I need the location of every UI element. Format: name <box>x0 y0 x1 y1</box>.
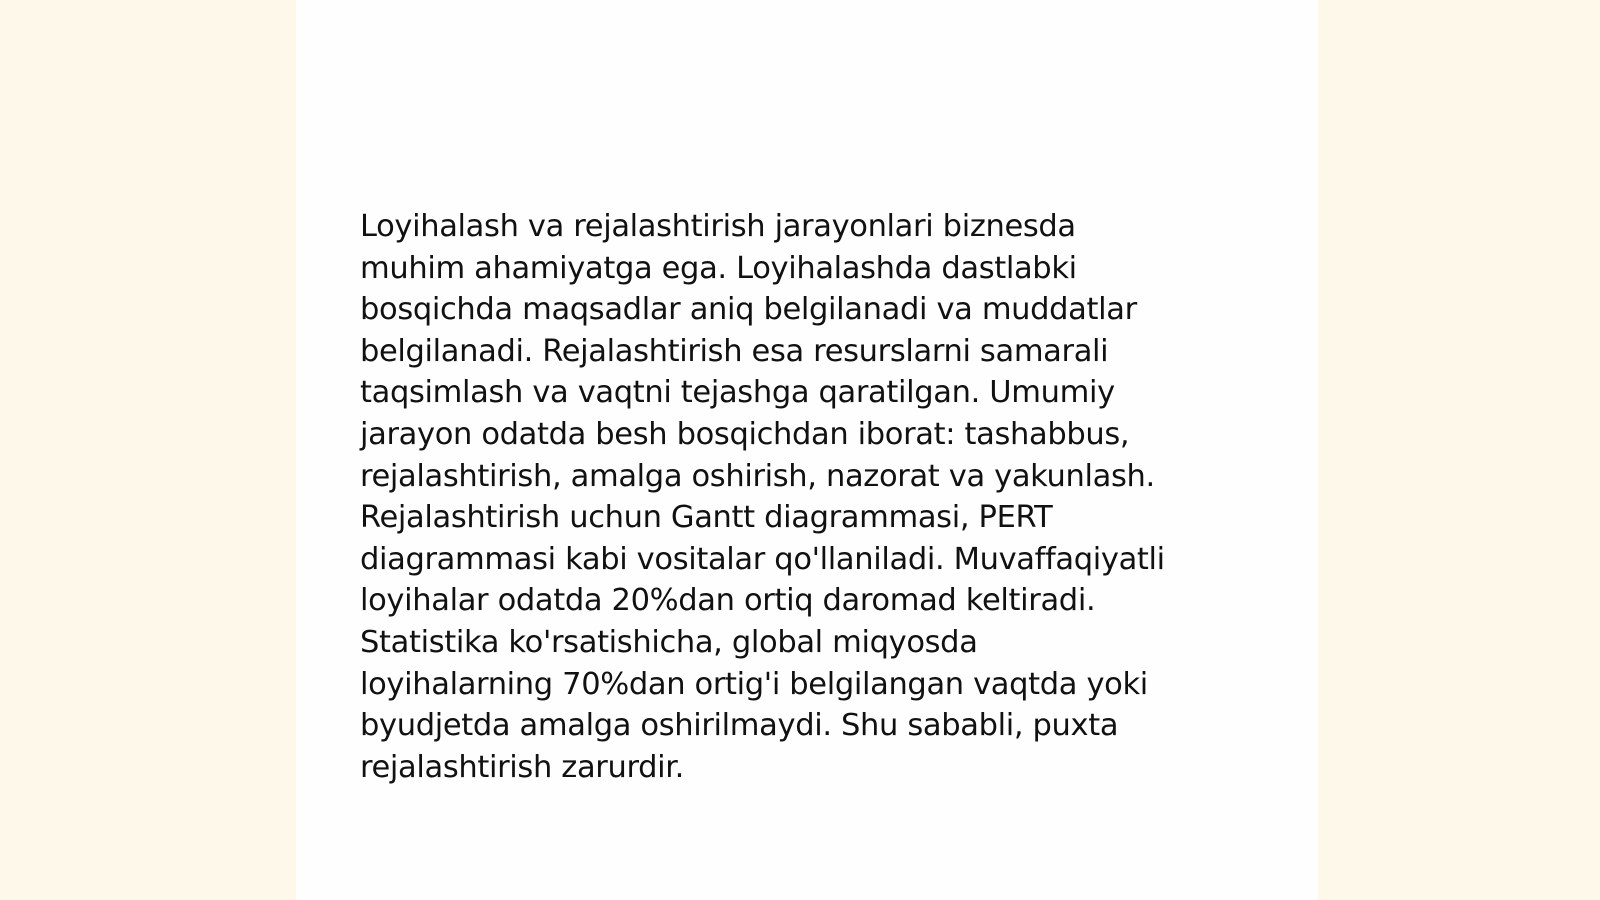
paragraph-line: rejalashtirish zarurdir. <box>360 749 684 785</box>
document-page <box>296 0 1318 900</box>
paragraph-line: taqsimlash va vaqtni tejashga qaratilgan. Umumiy <box>360 375 1115 411</box>
paragraph-line: Loyihalash va rejalashtirish jarayonlari biznesda <box>360 209 1076 244</box>
paragraph-line: belgilanadi. Rejalashtirish esa resurslarni samarali <box>360 333 1109 369</box>
paragraph-line: byudjetda amalga oshirilmaydi. Shu sababli, puxta <box>360 708 1119 744</box>
body-paragraph <box>360 206 1260 788</box>
paragraph-line: muhim ahamiyatga ega. Loyihalashda dastlabki <box>360 250 1077 286</box>
paragraph-line: jarayon odatda besh bosqichdan iborat: tashabbus, <box>360 416 1130 452</box>
paragraph-line: loyihalar odatda 20%dan ortiq daromad keltiradi. <box>360 583 1096 619</box>
paragraph-line: Rejalashtirish uchun Gantt diagrammasi, PERT <box>360 500 1053 536</box>
paragraph-line: diagrammasi kabi vositalar qo'llaniladi. Muvaffaqiyatli <box>360 541 1165 577</box>
paragraph-line: Statistika ko'rsatishicha, global miqyosda <box>360 624 978 660</box>
paragraph-line: bosqichda maqsadlar aniq belgilanadi va muddatlar <box>360 292 1137 328</box>
paragraph-line: loyihalarning 70%dan ortig'i belgilangan vaqtda yoki <box>360 666 1148 702</box>
paragraph-line: rejalashtirish, amalga oshirish, nazorat va yakunlash. <box>360 458 1155 494</box>
